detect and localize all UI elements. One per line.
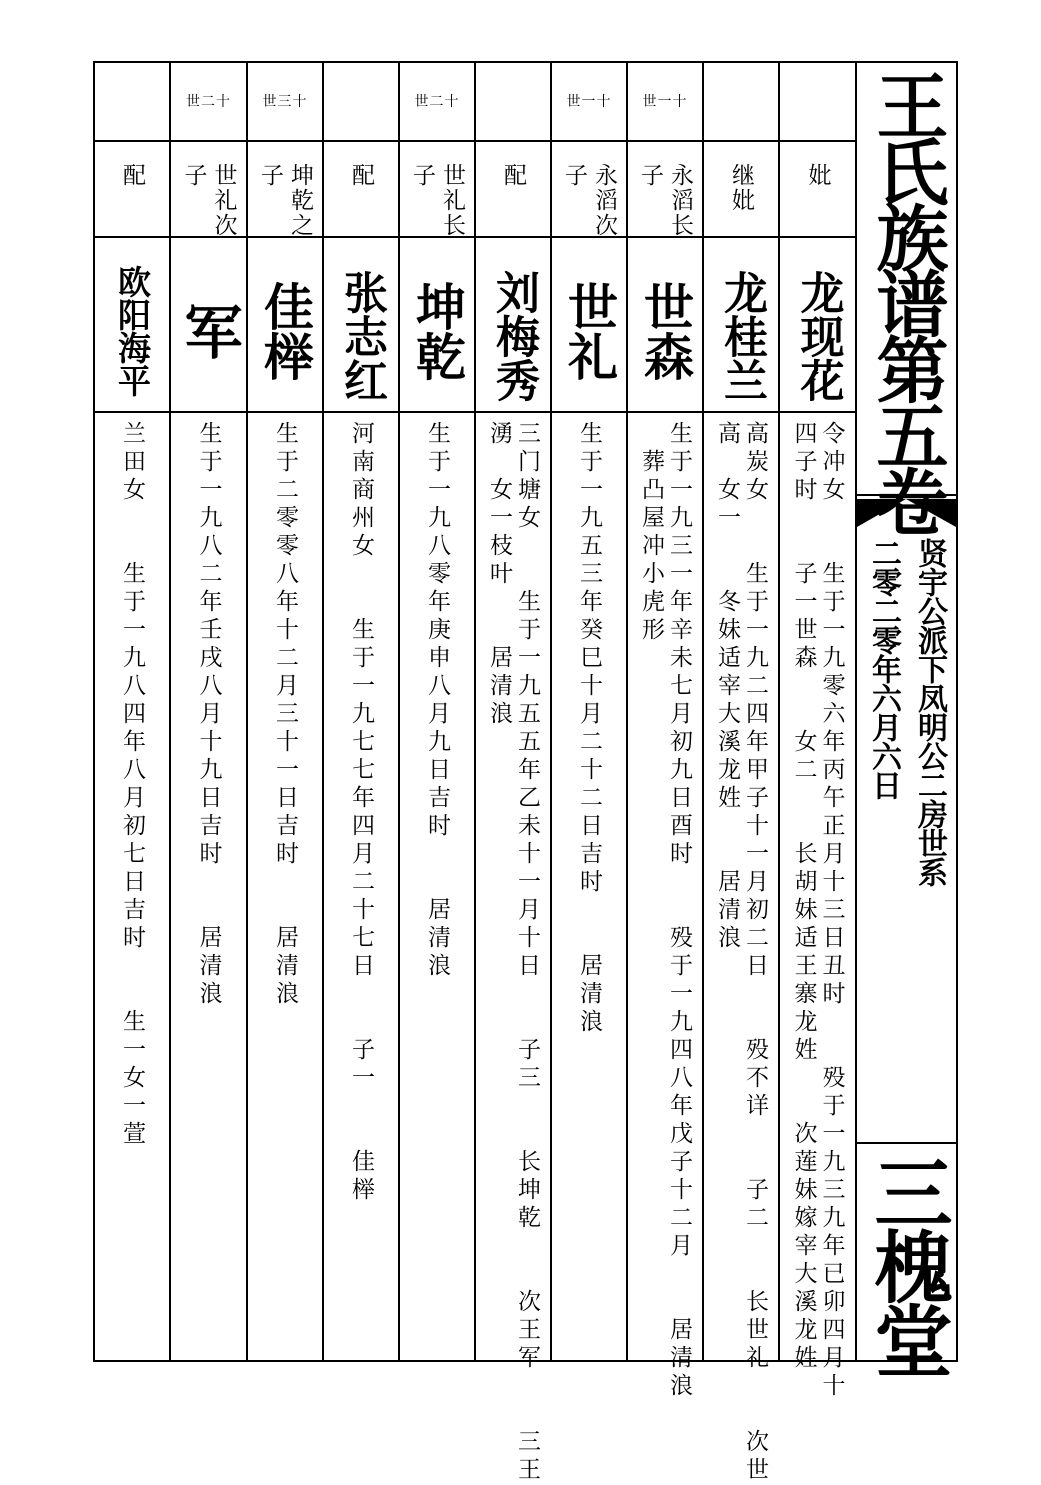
lineage-subtitle: 贤宇公派下凤明公二房世系 xyxy=(912,538,947,886)
hall-divider xyxy=(857,1142,956,1144)
person-name: 坤乾 xyxy=(408,281,466,381)
generation-label: 世一十 xyxy=(566,94,612,110)
person-name: 军 xyxy=(174,302,243,360)
entry-column xyxy=(780,63,857,1401)
relation-label: 永滔长子 xyxy=(637,163,693,238)
compile-date: 二零二零年六月六日 xyxy=(866,538,901,799)
person-name: 佳榉 xyxy=(256,281,314,381)
entry-column xyxy=(324,63,400,1360)
relation-label: 妣 xyxy=(804,163,831,188)
title-panel xyxy=(857,63,956,1375)
entry-column xyxy=(552,63,628,1360)
relation-label: 配 xyxy=(348,163,374,188)
genealogy-page xyxy=(93,61,958,1485)
entry-column xyxy=(704,63,780,1485)
biography: 生于一九三一年辛未七月初九日酉时 殁于一九四八年戊子十二月 居清浪 葬凸屋冲小虎形 xyxy=(638,421,692,1401)
generation-label: 世二十 xyxy=(414,94,460,110)
entry-column xyxy=(171,63,248,1360)
biography: 河南商州女 生于一九七七年四月二十七日 子一 佳榉 xyxy=(348,421,374,1205)
biography: 令冲女 生于一九零六年丙午正月十三日丑时 殁于一九三九年已卯四月十 四子时 子一世森 女二 长胡妹适王寨龙姓 次莲妹嫁宰大溪龙姓 xyxy=(790,421,845,1401)
entry-column xyxy=(248,63,324,1360)
biography: 三门塘女 生于一九五五年乙未十一月十日 子三 长坤乾 次王军 三王 湧 女一枝叶 居清浪 xyxy=(486,421,540,1485)
relation-label: 世礼次子 xyxy=(180,163,237,238)
person-name: 世礼 xyxy=(560,281,618,381)
arrow-divider-icon xyxy=(857,493,956,529)
relation-label: 配 xyxy=(119,163,145,188)
generation-label: 世一十 xyxy=(642,94,688,110)
entry-column xyxy=(95,63,171,1360)
relation-label: 坤乾之子 xyxy=(257,163,313,238)
person-name: 刘梅秀 xyxy=(488,270,539,402)
person-name: 张志红 xyxy=(336,270,387,402)
person-name: 龙桂兰 xyxy=(716,270,767,402)
person-name: 世森 xyxy=(636,281,694,381)
biography: 生于一九八二年壬戌八月十九日吉时 居清浪 xyxy=(195,421,222,1009)
biography: 高炭女 生于一九二四年甲子十一月初二日 殁不详 子二 长世礼 次世 高 女一 冬妹适宰大溪龙姓 居清浪 xyxy=(714,421,768,1485)
generation-label: 世二十 xyxy=(186,94,231,110)
generation-label: 世三十 xyxy=(262,94,308,110)
biography: 生于一九五三年癸巳十月二十二日吉时 居清浪 xyxy=(576,421,602,1037)
person-name: 欧阳海平 xyxy=(113,265,152,397)
hall-name: 三槐堂 xyxy=(861,1153,952,1375)
biography: 生于二零零八年十二月三十一日吉时 居清浪 xyxy=(272,421,298,1009)
volume-title: 王氏族谱第五卷 xyxy=(864,69,949,531)
entry-column xyxy=(400,63,476,1360)
relation-label: 继妣 xyxy=(728,163,754,213)
entry-column xyxy=(476,63,552,1485)
relation-label: 配 xyxy=(500,163,526,188)
relation-label: 永滔次子 xyxy=(561,163,617,238)
biography: 兰田女 生于一九八四年八月初七日吉时 生一女一萱 xyxy=(119,421,145,1149)
person-name: 龙现花 xyxy=(792,270,844,402)
biography: 生于一九八零年庚申八月九日吉时 居清浪 xyxy=(424,421,450,981)
relation-label: 世礼长子 xyxy=(409,163,465,238)
entry-column xyxy=(628,63,704,1401)
